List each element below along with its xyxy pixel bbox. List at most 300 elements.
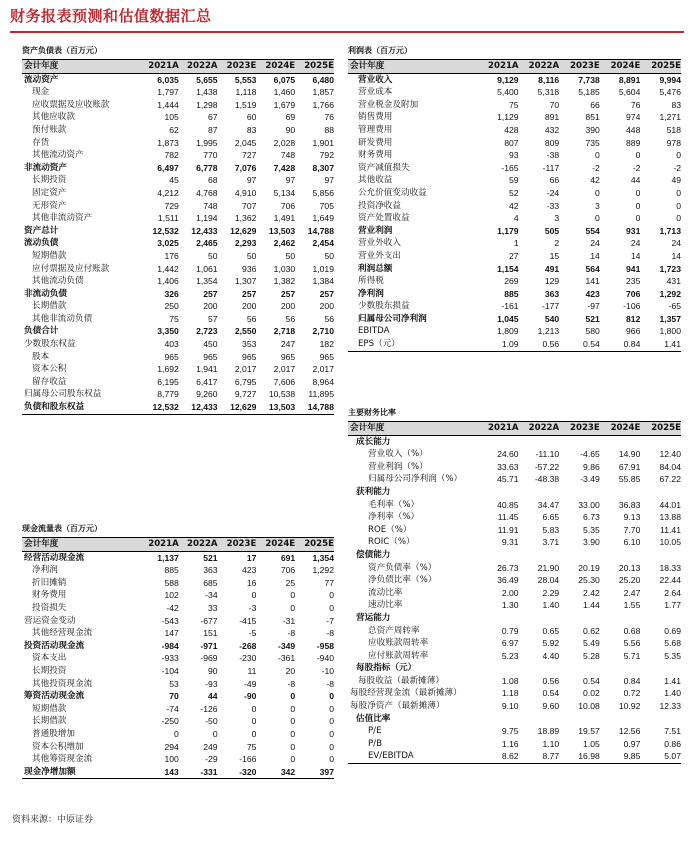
- row-value: 6,035: [157, 74, 179, 85]
- row-value: 77: [324, 577, 334, 588]
- row-value: 257: [280, 288, 296, 299]
- row-label: 归属母公司净利润: [358, 313, 427, 324]
- header-year: 2022A: [179, 60, 218, 74]
- row-value: 18.33: [659, 562, 681, 573]
- row-value: 0: [635, 200, 641, 211]
- row-value: -38: [546, 150, 560, 161]
- row-value: 19.57: [578, 726, 600, 737]
- row-value: 12.56: [618, 726, 641, 737]
- row-value: 25.30: [578, 575, 600, 586]
- row-value: 5,134: [273, 187, 296, 198]
- row-value: 727: [242, 150, 257, 161]
- row-value: 45: [169, 175, 179, 186]
- row-value: -161: [501, 301, 519, 312]
- row-value: 0: [329, 716, 334, 727]
- row-value: 2,462: [273, 238, 296, 249]
- row-value: 706: [280, 565, 296, 576]
- row-value: 8.62: [501, 751, 519, 762]
- row-value: 0.56: [542, 675, 560, 686]
- row-value: 6,480: [312, 74, 334, 85]
- row-value: -8: [287, 678, 296, 689]
- header-year: 2022A: [179, 538, 218, 552]
- header-year: 2025E: [640, 422, 681, 436]
- row-value: 792: [319, 150, 334, 161]
- row-value: 0.02: [583, 688, 600, 699]
- row-label: P/E: [368, 726, 382, 737]
- row-value: 14: [630, 250, 641, 261]
- table-row: [348, 263, 681, 276]
- table-row: [22, 627, 334, 640]
- row-label: EBITDA: [358, 326, 390, 337]
- header-label: 会计年度: [348, 60, 478, 74]
- row-value: 3.71: [542, 537, 560, 548]
- row-value: 93: [509, 150, 519, 161]
- row-label: 资产减值损失: [358, 162, 410, 173]
- row-value: [559, 662, 600, 675]
- row-value: 27: [509, 250, 519, 261]
- table-row: [22, 237, 334, 250]
- row-value: 431: [666, 276, 681, 287]
- row-value: 294: [164, 741, 179, 752]
- row-value: -29: [205, 754, 218, 765]
- row-value: 6.73: [583, 512, 600, 523]
- row-value: 0: [290, 703, 296, 714]
- row-label: 无形资产: [32, 200, 67, 211]
- header-label: 会计年度: [348, 422, 478, 436]
- row-label: 估值比率: [356, 713, 391, 724]
- row-label: 股本: [32, 351, 50, 362]
- table-row: [348, 650, 681, 663]
- row-value: -8: [326, 628, 334, 639]
- row-label: 每股指标（元）: [356, 663, 417, 674]
- row-value: -165: [501, 162, 519, 173]
- row-value: 9,260: [196, 389, 218, 400]
- table-row: [348, 738, 681, 751]
- row-value: 1,045: [497, 313, 519, 324]
- table-row: [348, 625, 681, 638]
- row-value: 6,075: [273, 74, 296, 85]
- row-value: 9.13: [623, 512, 641, 523]
- row-value: 0: [290, 716, 296, 727]
- row-value: 5.35: [583, 524, 600, 535]
- table-row: [348, 511, 681, 524]
- table-row: [22, 615, 334, 628]
- row-value: 76: [324, 112, 334, 123]
- row-value: -349: [277, 640, 296, 651]
- row-value: 9.31: [501, 537, 519, 548]
- row-value: [600, 713, 641, 726]
- row-label: 其他筹资现金流: [32, 754, 93, 765]
- row-label: 长期投资: [32, 665, 67, 676]
- row-label: ROE（%）: [368, 524, 412, 535]
- row-value: 1,307: [234, 276, 257, 287]
- row-value: 11.91: [497, 524, 519, 535]
- row-value: 448: [626, 124, 641, 135]
- row-value: [478, 486, 519, 499]
- row-value: 0: [595, 187, 600, 198]
- row-value: 1,679: [273, 99, 296, 110]
- table-row: [348, 713, 681, 726]
- row-value: 12,532: [152, 402, 179, 413]
- row-value: 7,076: [234, 162, 257, 173]
- header-year: 2025E: [640, 60, 681, 74]
- row-label: 每股收益（最新摊薄）: [358, 675, 444, 686]
- row-value: 129: [544, 276, 560, 287]
- row-value: [600, 549, 641, 562]
- header-year: 2021A: [478, 60, 519, 74]
- row-value: 1,137: [157, 552, 179, 563]
- row-value: 0.97: [623, 738, 641, 749]
- row-value: -177: [541, 301, 560, 312]
- row-value: [478, 435, 519, 448]
- row-value: 6,417: [196, 376, 218, 387]
- row-value: 97: [324, 175, 334, 186]
- row-value: 521: [203, 552, 218, 563]
- row-value: 1,354: [312, 552, 334, 563]
- row-value: 1.08: [501, 675, 519, 686]
- row-value: 0: [290, 590, 296, 601]
- row-value: 33.00: [578, 499, 600, 510]
- cash-flow-table: [22, 537, 334, 779]
- row-label: 应收账款周转率: [368, 638, 429, 649]
- row-value: 84.04: [659, 461, 681, 472]
- row-value: 6.10: [623, 537, 641, 548]
- row-value: 50: [285, 250, 296, 261]
- row-value: 0: [251, 728, 257, 739]
- row-value: 5.07: [664, 751, 681, 762]
- row-value: 4,910: [234, 187, 257, 198]
- row-value: 423: [585, 288, 600, 299]
- row-value: 14: [590, 250, 600, 261]
- row-value: 2,550: [234, 326, 257, 337]
- table-row: [22, 351, 334, 364]
- table-row: [348, 562, 681, 575]
- row-label: 成长能力: [356, 436, 391, 447]
- row-value: 1,019: [312, 263, 334, 274]
- table-row: [348, 524, 681, 537]
- row-value: -250: [161, 716, 179, 727]
- table-row: [22, 665, 334, 678]
- row-label: 折旧摊销: [32, 577, 67, 588]
- row-label: 营运资金变动: [24, 615, 76, 626]
- row-label: P/B: [368, 738, 382, 749]
- row-value: [478, 549, 519, 562]
- row-label: 其他流动负债: [32, 276, 84, 287]
- row-value: 748: [203, 200, 218, 211]
- ratios-table: [348, 421, 681, 764]
- row-value: -2: [673, 162, 681, 173]
- header-year: 2021A: [140, 60, 179, 74]
- table-row: [22, 564, 334, 577]
- row-value: 0.84: [623, 675, 641, 686]
- table-row: [348, 587, 681, 600]
- row-value: 809: [544, 137, 560, 148]
- row-value: 1.40: [542, 600, 560, 611]
- table-row: [348, 124, 681, 137]
- row-value: 1,857: [312, 87, 334, 98]
- row-value: 12,629: [230, 225, 257, 236]
- table-row: [22, 388, 334, 401]
- row-value: 0: [329, 703, 334, 714]
- row-value: 50: [208, 250, 218, 261]
- row-value: 7.70: [623, 524, 641, 535]
- page-title: 财务报表预测和估值数据汇总: [10, 7, 212, 25]
- row-value: 748: [280, 150, 296, 161]
- row-label: 净利率（%）: [368, 512, 420, 523]
- row-value: 851: [585, 112, 600, 123]
- row-value: 90: [285, 124, 296, 135]
- header-year: 2022A: [519, 60, 560, 74]
- row-value: 11.41: [660, 524, 681, 535]
- row-value: 141: [585, 276, 600, 287]
- row-value: 20: [285, 665, 296, 676]
- row-value: 1.55: [623, 600, 641, 611]
- row-value: 1.41: [664, 675, 681, 686]
- row-value: 257: [319, 288, 334, 299]
- row-label: 非流动资产: [24, 162, 67, 173]
- row-value: 151: [203, 628, 218, 639]
- row-value: 965: [203, 351, 218, 362]
- row-label: 毛利率（%）: [368, 499, 420, 510]
- row-value: 26.73: [497, 562, 519, 573]
- row-value: 9,994: [659, 74, 681, 85]
- row-value: 1,129: [497, 112, 519, 123]
- row-label: 普通股增加: [32, 728, 75, 739]
- row-value: 1.44: [583, 600, 600, 611]
- row-label: 资产负债率（%）: [368, 562, 437, 573]
- table-row: [22, 602, 334, 615]
- table-row: [348, 338, 681, 351]
- row-label: 长期借款: [32, 301, 67, 312]
- row-value: [478, 612, 519, 625]
- row-value: 1.18: [501, 688, 519, 699]
- table-row: [22, 73, 334, 86]
- row-value: 0: [290, 691, 296, 702]
- row-value: 397: [319, 766, 334, 777]
- table-row: [348, 637, 681, 650]
- row-value: 1,154: [497, 263, 519, 274]
- row-value: 1,649: [312, 213, 334, 224]
- table-row: [22, 728, 334, 741]
- row-value: 66: [549, 175, 560, 186]
- row-label: 存货: [32, 137, 50, 148]
- row-value: 1,061: [196, 263, 218, 274]
- row-value: 97: [246, 175, 257, 186]
- row-label: 销售费用: [358, 112, 393, 123]
- row-label: 流动比率: [368, 587, 403, 598]
- row-value: 1,382: [273, 276, 296, 287]
- row-value: 60: [246, 112, 257, 123]
- row-value: 12,629: [230, 402, 257, 413]
- row-label: 资产总计: [24, 225, 59, 236]
- row-value: 1,357: [659, 313, 681, 324]
- row-value: 1.10: [542, 738, 560, 749]
- row-value: 13,503: [268, 402, 296, 413]
- row-value: 9,727: [234, 389, 257, 400]
- row-value: 249: [203, 741, 218, 752]
- row-value: 2,028: [273, 137, 296, 148]
- row-label: 预付账款: [32, 124, 67, 135]
- table-row: [348, 687, 681, 700]
- header-year: 2024E: [256, 538, 295, 552]
- table-row: [22, 124, 334, 137]
- row-value: 0: [595, 150, 600, 161]
- ratios-title: 主要财务比率: [348, 408, 396, 417]
- table-row: [22, 401, 334, 414]
- row-value: [519, 612, 560, 625]
- row-label: 营业成本: [358, 87, 393, 98]
- row-value: 0.84: [623, 339, 641, 350]
- row-value: 5.23: [501, 650, 519, 661]
- row-value: -969: [200, 653, 218, 664]
- row-label: 归属母公司股东权益: [24, 389, 102, 400]
- table-row: [22, 741, 334, 754]
- row-value: 0.54: [542, 688, 560, 699]
- table-row: [348, 499, 681, 512]
- row-label: 所得税: [358, 276, 384, 287]
- table-row: [22, 275, 334, 288]
- row-value: 8.77: [542, 751, 560, 762]
- header-year: 2024E: [256, 60, 295, 74]
- row-value: -320: [239, 766, 257, 777]
- row-value: 1.16: [501, 738, 519, 749]
- row-value: 182: [319, 339, 334, 350]
- row-value: 5,856: [312, 187, 334, 198]
- row-value: 0.54: [583, 675, 600, 686]
- row-value: 885: [164, 565, 179, 576]
- row-value: 1.77: [664, 600, 681, 611]
- row-value: 56: [324, 313, 334, 324]
- row-value: 1,354: [196, 276, 218, 287]
- row-value: -11.10: [535, 449, 560, 460]
- row-label: 经营活动现金流: [24, 552, 85, 563]
- row-value: 11: [247, 665, 257, 676]
- table-row: [22, 187, 334, 200]
- row-value: 1,692: [157, 364, 179, 375]
- row-value: 1,873: [157, 137, 179, 148]
- row-value: 9.60: [542, 701, 560, 712]
- row-value: 1,511: [157, 213, 179, 224]
- table-row: [22, 690, 334, 703]
- table-row: [22, 200, 334, 213]
- row-value: 10.08: [578, 701, 600, 712]
- row-value: [559, 486, 600, 499]
- row-label: 营业外支出: [358, 250, 401, 261]
- row-value: 9.85: [623, 751, 641, 762]
- row-value: 75: [246, 741, 257, 752]
- row-value: 0: [676, 213, 681, 224]
- header-year: 2024E: [600, 422, 641, 436]
- row-value: 7,428: [273, 162, 296, 173]
- row-value: 3.90: [583, 537, 600, 548]
- row-value: 102: [164, 590, 179, 601]
- row-value: 5.28: [583, 650, 600, 661]
- row-value: -49: [243, 678, 257, 689]
- row-label: 少数股东损益: [358, 301, 410, 312]
- row-value: -331: [200, 766, 218, 777]
- table-row: [22, 162, 334, 175]
- row-value: 1.40: [664, 688, 681, 699]
- row-value: -3: [248, 602, 257, 613]
- row-value: 1,362: [234, 213, 257, 224]
- row-value: 1,809: [497, 326, 519, 337]
- row-value: 390: [585, 124, 600, 135]
- row-value: 1.05: [583, 738, 600, 749]
- row-value: -2: [592, 162, 600, 173]
- row-label: 营业税金及附加: [358, 99, 419, 110]
- row-value: 12,433: [191, 402, 218, 413]
- row-label: 营业收入: [358, 74, 393, 85]
- table-row: [348, 599, 681, 612]
- row-value: 10.05: [659, 537, 681, 548]
- row-value: 76: [630, 99, 641, 110]
- row-value: -361: [277, 653, 296, 664]
- row-label: 固定资产: [32, 187, 67, 198]
- row-value: -93: [205, 678, 218, 689]
- table-row: [22, 640, 334, 653]
- row-value: 14: [671, 250, 681, 261]
- row-value: 705: [319, 200, 334, 211]
- row-value: 588: [164, 577, 179, 588]
- row-value: 28.04: [537, 575, 560, 586]
- table-row: [22, 288, 334, 301]
- row-value: -104: [161, 665, 179, 676]
- row-value: 7,606: [273, 376, 296, 387]
- row-value: 1,292: [312, 565, 334, 576]
- header-year: 2023E: [559, 422, 600, 436]
- row-value: 12.33: [659, 701, 681, 712]
- row-value: 782: [164, 150, 179, 161]
- row-value: 5,476: [659, 87, 681, 98]
- table-row: [348, 435, 681, 448]
- row-value: 6,778: [196, 162, 218, 173]
- row-value: 1,723: [659, 263, 681, 274]
- table-row: [22, 325, 334, 338]
- row-value: 1,901: [312, 137, 334, 148]
- row-value: [519, 662, 560, 675]
- row-value: 7.51: [664, 726, 681, 737]
- row-value: 10.92: [618, 701, 641, 712]
- table-row: [22, 338, 334, 351]
- row-value: 2,723: [196, 326, 218, 337]
- row-label: 流动资产: [24, 74, 59, 85]
- row-value: 2: [554, 238, 560, 249]
- row-value: 0: [174, 728, 179, 739]
- row-value: 518: [666, 124, 681, 135]
- row-value: 40.85: [497, 499, 519, 510]
- row-value: 14,788: [307, 402, 334, 413]
- row-value: 12,532: [152, 225, 179, 236]
- row-label: 应付票据及应付账款: [32, 263, 110, 274]
- row-value: -106: [623, 301, 641, 312]
- row-value: 75: [169, 313, 179, 324]
- row-value: 0: [290, 602, 296, 613]
- row-label: 每股净资产（最新摊薄）: [350, 701, 445, 712]
- table-row: [348, 137, 681, 150]
- row-value: 9.86: [583, 461, 600, 472]
- row-value: 44: [208, 691, 218, 702]
- row-value: 342: [280, 766, 296, 777]
- row-label: 利润总额: [358, 263, 393, 274]
- row-value: 936: [242, 263, 257, 274]
- row-value: 13.88: [659, 512, 681, 523]
- row-value: 56: [246, 313, 257, 324]
- row-value: 0.65: [542, 625, 560, 636]
- header-year: 2021A: [478, 422, 519, 436]
- row-label: 其他非流动负债: [32, 313, 93, 324]
- row-value: 1,298: [196, 99, 218, 110]
- row-value: 57: [208, 313, 218, 324]
